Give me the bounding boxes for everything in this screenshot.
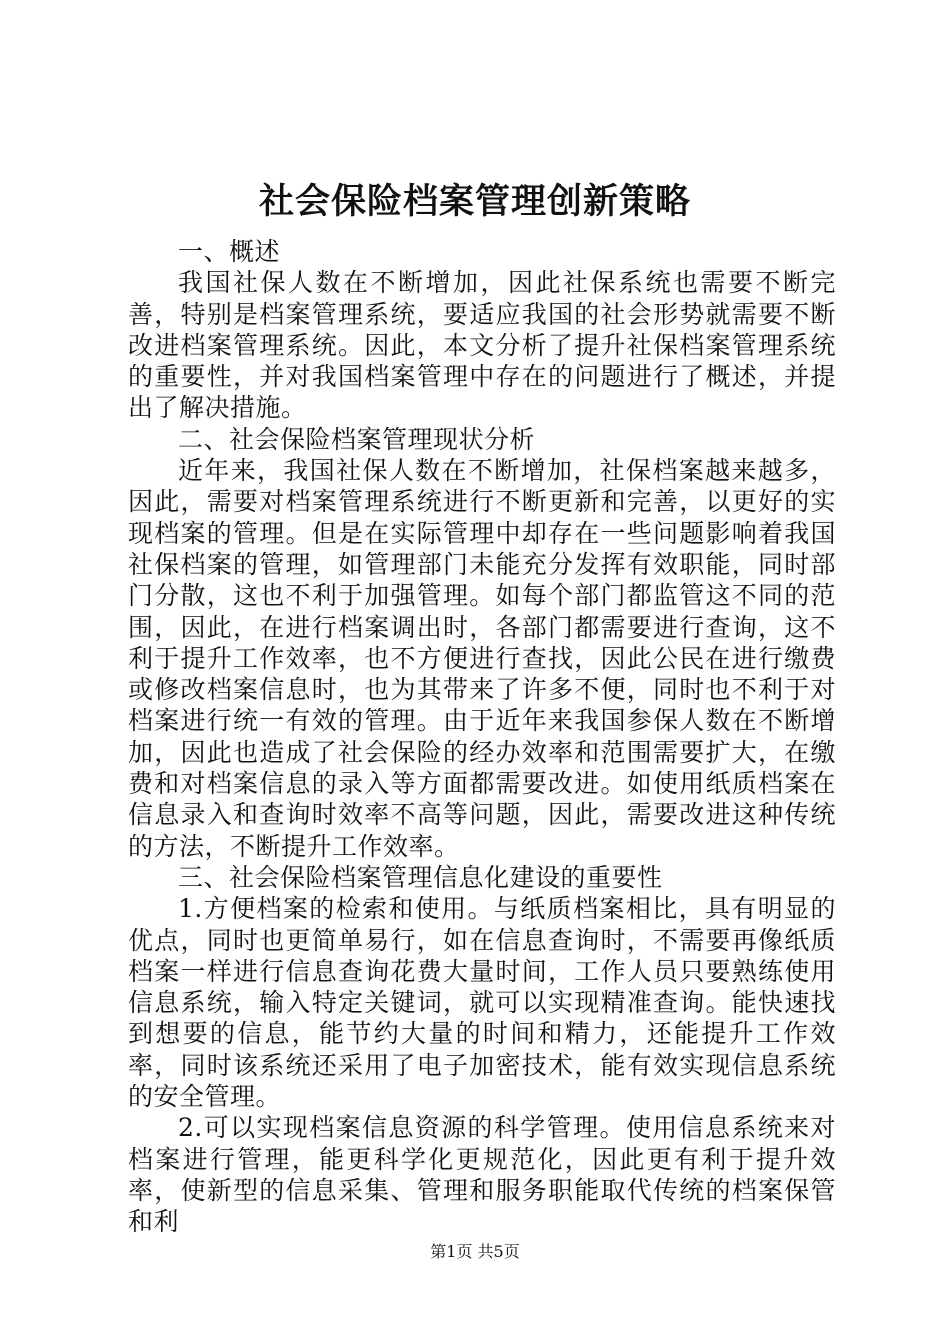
section-heading-overview: 一、概述 bbox=[178, 237, 281, 266]
section-heading-status-analysis: 二、社会保险档案管理现状分析 bbox=[178, 424, 536, 454]
section-heading-importance: 三、社会保险档案管理信息化建设的重要性 bbox=[178, 862, 663, 892]
paragraph-point-2: 2.可以实现档案信息资源的科学管理。使用信息系统来对档案进行管理，能更科学化更规范化，因此更有利于提升效率，使新型的信息采集、管理和服务职能取代传统的档案保管和利 bbox=[128, 1113, 836, 1237]
page-number-footer: 第1页 共5页 bbox=[430, 1242, 520, 1261]
paragraph-overview: 我国社保人数在不断增加，因此社保系统也需要不断完善，特别是档案管理系统，要适应我国的社会形势就需要不断改进档案管理系统。因此，本文分析了提升社保档案管理系统的重要性，并对我国档案管理中存在的问题进行了概述，并提出了解决措施。 bbox=[128, 268, 836, 423]
paragraph-status-analysis: 近年来，我国社保人数在不断增加，社保档案越来越多，因此，需要对档案管理系统进行不断更新和完善，以更好的实现档案的管理。但是在实际管理中却存在一些问题影响着我国社保档案的管理，如管理部门未能充分发挥有效职能，同时部门分散，这也不利于加强管理。如每个部门都监管这不同的范围，因此，在进行档案调出时，各部门都需要进行查询，这不利于提升工作效率，也不方便进行查找，因此公民在进行缴费或修改档案信息时，也为其带来了许多不便，同时也不利于对档案进行统一有效的管理。由于近年来我国参保人数在不断增加，因此也造成了社会保险的经办效率和范围需要扩大，在缴费和对档案信息的录入等方面都需要改进。如使用纸质档案在信息录入和查询时效率不高等问题，因此，需要改进这种传统的方法，不断提升工作效率。 bbox=[128, 456, 836, 861]
paragraph-point-1: 1.方便档案的检索和使用。与纸质档案相比，具有明显的优点，同时也更简单易行，如在信息查询时，不需要再像纸质档案一样进行信息查询花费大量时间，工作人员只要熟练使用信息系统，输入特定关键词，就可以实现精准查询。能快速找到想要的信息，能节约大量的时间和精力，还能提升工作效率，同时该系统还采用了电子加密技术，能有效实现信息系统的安全管理。 bbox=[128, 894, 836, 1112]
page-title: 社会保险档案管理创新策略 bbox=[258, 181, 691, 222]
document-body bbox=[128, 236, 836, 1238]
